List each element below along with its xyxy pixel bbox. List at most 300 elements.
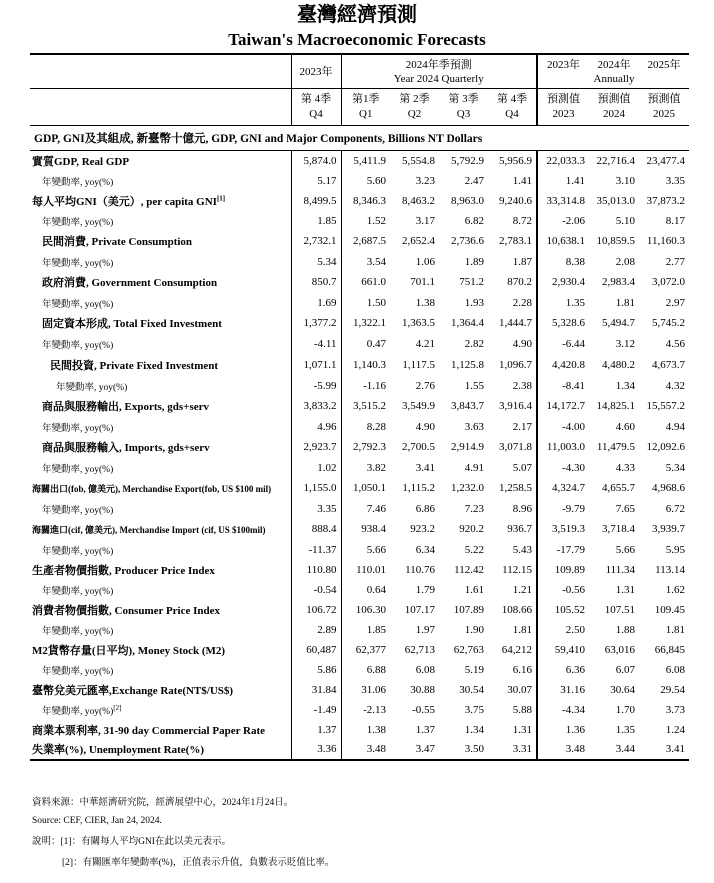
table-cell: 3,833.2 bbox=[291, 396, 341, 417]
period-header bbox=[390, 89, 439, 126]
row-label bbox=[30, 740, 291, 760]
row-label-text: 年變動率, yoy(%) bbox=[42, 299, 114, 310]
table-cell: 5.95 bbox=[665, 543, 685, 556]
table-cell: 6.34 bbox=[415, 543, 435, 556]
table-row bbox=[30, 640, 689, 660]
table-cell: 2.08 bbox=[615, 255, 635, 268]
section-title: GDP, GNI及其組成, 新臺幣十億元, GDP, GNI and Major Components, Billions NT Dollars bbox=[30, 126, 689, 151]
table-cell: 5.19 bbox=[464, 663, 484, 676]
table-cell: 1.81 bbox=[615, 296, 635, 309]
table-cell: 1,232.0 bbox=[451, 482, 484, 494]
table-cell: 30.07 bbox=[507, 683, 532, 696]
table-cell: 3,072.0 bbox=[652, 276, 685, 288]
table-cell: -8.41 bbox=[537, 376, 589, 396]
period-header bbox=[291, 89, 341, 126]
table-cell: 920.2 bbox=[459, 523, 484, 535]
table-cell: 1.31 bbox=[615, 583, 635, 596]
table-cell: 6.86 bbox=[415, 502, 435, 515]
table-cell: 111.34 bbox=[605, 563, 635, 576]
table-row bbox=[30, 437, 689, 458]
row-label-text: 年變動率, yoy(%) bbox=[42, 217, 114, 228]
table-cell: 5.88 bbox=[512, 703, 532, 716]
row-label-text: 年變動率, yoy(%) bbox=[42, 423, 114, 434]
source-en: Source: CEF, CIER, Jan 24, 2024. bbox=[32, 816, 162, 826]
table-cell: 4,324.7 bbox=[537, 478, 589, 499]
table-cell: 10,859.5 bbox=[596, 235, 635, 247]
table-cell: 106.72 bbox=[291, 600, 341, 620]
table-cell: 112.42 bbox=[454, 563, 484, 576]
table-cell: 107.17 bbox=[404, 603, 435, 616]
table-cell: 11,479.5 bbox=[596, 441, 635, 453]
row-label-text: 臺幣兌美元匯率,Exchange Rate(NT$/US$) bbox=[32, 684, 234, 697]
table-row bbox=[30, 293, 689, 313]
table-cell: 37,873.2 bbox=[646, 194, 685, 207]
table-cell: 106.30 bbox=[341, 600, 390, 620]
table-cell: 3.23 bbox=[415, 174, 435, 187]
header-annual-2023: 2023年 bbox=[537, 54, 589, 72]
table-row bbox=[30, 272, 689, 293]
row-label bbox=[30, 478, 291, 499]
table-cell: 110.80 bbox=[291, 560, 341, 580]
table-cell: 4.90 bbox=[415, 420, 435, 433]
row-label bbox=[30, 211, 291, 231]
period-header-en: 2024 bbox=[603, 108, 625, 120]
table-cell: 3.10 bbox=[615, 174, 635, 187]
header-row-3 bbox=[30, 89, 689, 126]
table-row bbox=[30, 252, 689, 272]
table-row bbox=[30, 151, 689, 171]
note-1: 說明：[1]：有關每人平均GNI在此以美元表示。 bbox=[32, 837, 231, 847]
table-cell: 1,117.5 bbox=[402, 358, 435, 371]
table-row bbox=[30, 540, 689, 560]
row-label-text: 每人平均GNI（美元）, per capita GNI bbox=[32, 195, 217, 208]
period-header bbox=[537, 89, 589, 126]
period-header-zh: 第1季 bbox=[352, 93, 380, 105]
table-cell: 113.14 bbox=[655, 563, 685, 576]
table-cell: 105.52 bbox=[537, 600, 589, 620]
table-cell: -5.99 bbox=[291, 376, 341, 396]
table-cell: 5.22 bbox=[464, 543, 484, 556]
row-label bbox=[30, 680, 291, 700]
table-cell: 2.17 bbox=[512, 420, 532, 433]
header-2023: 2023年 bbox=[291, 54, 341, 89]
table-cell: 5,328.6 bbox=[537, 313, 589, 334]
table-cell: -4.30 bbox=[537, 458, 589, 478]
row-label bbox=[30, 354, 291, 376]
table-cell: 1.06 bbox=[415, 255, 435, 268]
table-cell: 35,013.0 bbox=[596, 194, 635, 207]
row-label bbox=[30, 640, 291, 660]
table-cell: 938.4 bbox=[341, 519, 390, 540]
table-cell: 9,240.6 bbox=[499, 194, 532, 207]
table-cell: 10,638.1 bbox=[537, 231, 589, 252]
table-cell: 63,016 bbox=[604, 643, 635, 656]
table-cell: 30.88 bbox=[410, 683, 435, 696]
table-row bbox=[30, 680, 689, 700]
period-header-zh: 預測值 bbox=[597, 93, 631, 105]
row-label-text: 年變動率, yoy(%) bbox=[42, 340, 114, 351]
table-cell: 2,914.9 bbox=[451, 441, 484, 453]
table-cell: 59,410 bbox=[537, 640, 589, 660]
row-label bbox=[30, 540, 291, 560]
table-cell: 8.17 bbox=[665, 214, 685, 227]
table-cell: 3.41 bbox=[415, 461, 435, 474]
table-cell: 14,172.7 bbox=[537, 396, 589, 417]
header-row-1 bbox=[30, 54, 689, 72]
table-cell: 112.15 bbox=[502, 563, 532, 576]
table-cell: 6.16 bbox=[512, 663, 532, 676]
table-cell: 4.60 bbox=[615, 420, 635, 433]
period-header-en: 2023 bbox=[552, 108, 575, 120]
table-cell: 11,160.3 bbox=[646, 235, 685, 247]
row-label bbox=[30, 334, 291, 354]
table-cell: 5,792.9 bbox=[451, 154, 484, 167]
table-cell: 64,212 bbox=[501, 643, 532, 656]
table-cell: 109.45 bbox=[654, 603, 685, 616]
header-annual-2024: 2024年 bbox=[589, 54, 639, 72]
table-cell: -1.16 bbox=[341, 376, 390, 396]
table-cell: -11.37 bbox=[291, 540, 341, 560]
table-cell: 1.87 bbox=[512, 255, 532, 268]
table-cell: 4.91 bbox=[464, 461, 484, 474]
table-cell: 1.97 bbox=[415, 623, 435, 636]
table-cell: 3.36 bbox=[291, 740, 341, 760]
table-row bbox=[30, 580, 689, 600]
table-row bbox=[30, 700, 689, 720]
table-cell: 1,125.8 bbox=[451, 358, 484, 371]
row-label bbox=[30, 560, 291, 580]
table-cell: 936.7 bbox=[507, 523, 532, 535]
table-cell: 870.2 bbox=[507, 276, 532, 288]
table-cell: 4.33 bbox=[615, 461, 635, 474]
table-cell: 8,346.3 bbox=[341, 191, 390, 211]
table-cell: 5,554.8 bbox=[402, 154, 435, 167]
table-cell: 3.73 bbox=[665, 703, 685, 716]
table-cell: 110.76 bbox=[405, 563, 435, 576]
table-cell: 1.02 bbox=[291, 458, 341, 478]
table-cell: 2,783.1 bbox=[499, 235, 532, 247]
note-2: [2]：有關匯率年變動率(%)，正值表示升值，負數表示貶值比率。 bbox=[62, 858, 335, 868]
table-row bbox=[30, 740, 689, 760]
row-label-text: 年變動率, yoy(%) bbox=[42, 706, 114, 717]
table-cell: 5.34 bbox=[665, 461, 685, 474]
table-cell: 4.21 bbox=[415, 337, 435, 350]
table-row bbox=[30, 376, 689, 396]
table-cell: 3,843.7 bbox=[451, 400, 484, 412]
row-label bbox=[30, 151, 291, 171]
row-label-text: 年變動率, yoy(%) bbox=[42, 666, 114, 677]
table-row bbox=[30, 231, 689, 252]
row-label-text: 年變動率, yoy(%) bbox=[56, 382, 128, 393]
table-cell: 1,258.5 bbox=[499, 482, 532, 494]
table-cell: 1.24 bbox=[665, 723, 685, 736]
table-cell: -9.79 bbox=[537, 499, 589, 519]
table-cell: 30.54 bbox=[459, 683, 484, 696]
table-cell: 4,420.8 bbox=[537, 354, 589, 376]
row-label-text: 政府消費, Government Consumption bbox=[42, 277, 218, 289]
header-quarterly-zh: 2024年季預測 bbox=[341, 54, 537, 72]
table-cell: 5,956.9 bbox=[499, 154, 532, 167]
source-zh: 資料來源：中華經濟研究院，經濟展望中心，2024年1月24日。 bbox=[32, 798, 294, 808]
table-cell: 5,745.2 bbox=[652, 317, 685, 329]
period-header-zh: 預測值 bbox=[547, 93, 580, 105]
table-cell: 2.47 bbox=[464, 174, 484, 187]
table-cell: 31.06 bbox=[341, 680, 390, 700]
table-cell: 1,071.1 bbox=[291, 354, 341, 376]
period-header bbox=[439, 89, 488, 126]
table-cell: -4.11 bbox=[291, 334, 341, 354]
row-label-text: 商品與服務輸出, Exports, gds+serv bbox=[42, 401, 209, 413]
table-cell: 3,939.7 bbox=[652, 523, 685, 535]
table-cell: 31.84 bbox=[291, 680, 341, 700]
row-label-text: 民間投資, Private Fixed Investment bbox=[50, 359, 219, 372]
period-header-en: Q2 bbox=[407, 108, 422, 120]
table-cell: 1.35 bbox=[537, 293, 589, 313]
table-cell: 3,071.8 bbox=[499, 441, 532, 453]
table-cell: 8.96 bbox=[512, 502, 532, 515]
table-cell: 661.0 bbox=[341, 272, 390, 293]
table-cell: 3.54 bbox=[341, 252, 390, 272]
table-row bbox=[30, 560, 689, 580]
footnote-ref: [2] bbox=[113, 703, 122, 712]
table-cell: 1.69 bbox=[291, 293, 341, 313]
table-cell: 8,499.5 bbox=[291, 191, 341, 211]
table-row bbox=[30, 191, 689, 211]
row-label-text: 海關進口(cif, 億美元), Merchandise Import (cif, US $100mil) bbox=[32, 524, 266, 535]
row-label-text: 年變動率, yoy(%) bbox=[42, 464, 114, 475]
table-cell: 4,968.6 bbox=[652, 482, 685, 494]
table-cell: 11,003.0 bbox=[537, 437, 589, 458]
row-label bbox=[30, 499, 291, 519]
table-cell: 33,314.8 bbox=[537, 191, 589, 211]
row-label bbox=[30, 660, 291, 680]
table-cell: 1,050.1 bbox=[341, 478, 390, 499]
table-cell: 110.01 bbox=[341, 560, 390, 580]
table-cell: 1,322.1 bbox=[341, 313, 390, 334]
table-cell: 3.12 bbox=[615, 337, 635, 350]
period-header bbox=[639, 89, 689, 126]
period-header bbox=[589, 89, 639, 126]
header-annual-label: Annually bbox=[593, 73, 635, 85]
row-label bbox=[30, 272, 291, 293]
table-cell: 62,713 bbox=[404, 643, 435, 656]
table-cell: 12,092.6 bbox=[646, 441, 685, 453]
table-cell: 6.82 bbox=[464, 214, 484, 227]
row-label-text: 海關出口(fob, 億美元), Merchandise Export(fob, US $100 mil) bbox=[32, 483, 272, 494]
table-row bbox=[30, 417, 689, 437]
row-label-text: 商品與服務輸入, Imports, gds+serv bbox=[42, 442, 210, 454]
table-cell: 1.50 bbox=[341, 293, 390, 313]
row-label bbox=[30, 231, 291, 252]
table-cell: 1.34 bbox=[615, 379, 635, 392]
table-cell: 31.16 bbox=[537, 680, 589, 700]
row-label-text: 年變動率, yoy(%) bbox=[42, 546, 114, 557]
table-cell: 14,825.1 bbox=[596, 400, 635, 412]
row-label bbox=[30, 171, 291, 191]
table-cell: 2.89 bbox=[291, 620, 341, 640]
table-cell: 107.89 bbox=[453, 603, 484, 616]
row-label bbox=[30, 417, 291, 437]
table-row bbox=[30, 211, 689, 231]
table-cell: 1.21 bbox=[512, 583, 532, 596]
table-cell: 1.34 bbox=[464, 723, 484, 736]
row-label bbox=[30, 720, 291, 740]
table-cell: 6.08 bbox=[415, 663, 435, 676]
row-label-text: 失業率(%), Unemployment Rate(%) bbox=[32, 744, 204, 756]
row-label-text: 年變動率, yoy(%) bbox=[42, 258, 114, 269]
table-cell: 1.55 bbox=[464, 379, 484, 392]
period-header-en: 2025 bbox=[653, 108, 675, 120]
table-cell: -6.44 bbox=[537, 334, 589, 354]
table-cell: 1.52 bbox=[341, 211, 390, 231]
table-cell: 5,411.9 bbox=[341, 151, 390, 171]
table-cell: 1.38 bbox=[415, 296, 435, 309]
table-row bbox=[30, 600, 689, 620]
table-cell: -2.06 bbox=[537, 211, 589, 231]
table-cell: 1,377.2 bbox=[291, 313, 341, 334]
table-row bbox=[30, 313, 689, 334]
row-label-text: 年變動率, yoy(%) bbox=[42, 586, 114, 597]
table-cell: 1.35 bbox=[615, 723, 635, 736]
table-cell: 108.66 bbox=[501, 603, 532, 616]
table-cell: -4.34 bbox=[537, 700, 589, 720]
table-cell: 1.90 bbox=[464, 623, 484, 636]
table-cell: 3.48 bbox=[537, 740, 589, 760]
table-cell: -0.56 bbox=[537, 580, 589, 600]
table-cell: 3.47 bbox=[390, 740, 439, 760]
table-cell: 4.90 bbox=[512, 337, 532, 350]
table-cell: 3.41 bbox=[639, 740, 689, 760]
table-cell: 5.43 bbox=[512, 543, 532, 556]
table-cell: 5.07 bbox=[512, 461, 532, 474]
table-cell: 1,140.3 bbox=[341, 354, 390, 376]
table-cell: 2,930.4 bbox=[537, 272, 589, 293]
table-cell: 1.36 bbox=[537, 720, 589, 740]
table-cell: 3.35 bbox=[665, 174, 685, 187]
table-row bbox=[30, 660, 689, 680]
table-cell: 6.88 bbox=[341, 660, 390, 680]
table-cell: 2.50 bbox=[537, 620, 589, 640]
table-cell: 1.38 bbox=[341, 720, 390, 740]
table-cell: 1.81 bbox=[665, 623, 685, 636]
table-cell: 22,033.3 bbox=[537, 151, 589, 171]
table-cell: 2.76 bbox=[415, 379, 435, 392]
table-cell: 1,364.4 bbox=[451, 317, 484, 329]
row-label-text: 消費者物價指數, Consumer Price Index bbox=[32, 604, 221, 617]
table-cell: 2.28 bbox=[512, 296, 532, 309]
table-cell: 8,463.2 bbox=[402, 194, 435, 207]
table-cell: 23,477.4 bbox=[646, 154, 685, 167]
table-cell: 1,444.7 bbox=[499, 317, 532, 329]
row-label-text: 生產者物價指數, Producer Price Index bbox=[32, 564, 215, 577]
table-cell: 2,732.1 bbox=[291, 231, 341, 252]
table-cell: 1.61 bbox=[464, 583, 484, 596]
header-quarterly-en: Year 2024 Quarterly bbox=[341, 72, 537, 89]
table-cell: 1.31 bbox=[512, 723, 532, 736]
table-cell: 7.65 bbox=[615, 502, 635, 515]
table-cell: 2,923.7 bbox=[291, 437, 341, 458]
row-label bbox=[30, 437, 291, 458]
row-label-text: 年變動率, yoy(%) bbox=[42, 177, 114, 188]
table-cell: 1.79 bbox=[415, 583, 435, 596]
row-label bbox=[30, 580, 291, 600]
table-cell: 1.41 bbox=[537, 171, 589, 191]
row-label bbox=[30, 600, 291, 620]
table-cell: 3,718.4 bbox=[602, 523, 635, 535]
table-cell: 3.63 bbox=[464, 420, 484, 433]
table-cell: -4.00 bbox=[537, 417, 589, 437]
row-label-text: 年變動率, yoy(%) bbox=[42, 505, 114, 516]
table-cell: 2,687.5 bbox=[341, 231, 390, 252]
row-label bbox=[30, 293, 291, 313]
period-header-zh: 第 2季 bbox=[399, 93, 430, 105]
table-cell: 4,673.7 bbox=[652, 358, 685, 371]
table-cell: 5.34 bbox=[291, 252, 341, 272]
period-header-en: Q3 bbox=[456, 108, 471, 120]
table-row bbox=[30, 499, 689, 519]
table-cell: 5.86 bbox=[291, 660, 341, 680]
table-cell: 2.38 bbox=[512, 379, 532, 392]
row-label-text: M2貨幣存量(日平均), Money Stock (M2) bbox=[32, 644, 226, 657]
table-cell: 3.50 bbox=[439, 740, 488, 760]
table-cell: 2.77 bbox=[665, 255, 685, 268]
row-label-text: 固定資本形成, Total Fixed Investment bbox=[42, 318, 222, 330]
table-cell: 2.97 bbox=[665, 296, 685, 309]
row-label bbox=[30, 620, 291, 640]
table-cell: 3,916.4 bbox=[499, 400, 532, 412]
table-cell: 30.64 bbox=[610, 683, 635, 696]
table-cell: 1.37 bbox=[415, 723, 435, 736]
table-cell: -0.54 bbox=[291, 580, 341, 600]
table-cell: 1,155.0 bbox=[291, 478, 341, 499]
table-cell: 1.89 bbox=[464, 255, 484, 268]
period-header-en: Q4 bbox=[505, 108, 519, 120]
table-cell: 7.23 bbox=[464, 502, 484, 515]
table-cell: 0.64 bbox=[341, 580, 390, 600]
table-cell: 3,549.9 bbox=[402, 400, 435, 412]
table-cell: 2,983.4 bbox=[602, 276, 635, 288]
title-en: Taiwan's Macroeconomic Forecasts bbox=[228, 30, 486, 49]
row-label-text: 實質GDP, Real GDP bbox=[32, 155, 130, 168]
table-row bbox=[30, 720, 689, 740]
table-cell: 1.81 bbox=[512, 623, 532, 636]
table-cell: 701.1 bbox=[410, 276, 435, 288]
table-cell: 29.54 bbox=[660, 683, 685, 696]
table-cell: 1.85 bbox=[291, 211, 341, 231]
period-header-zh: 預測值 bbox=[647, 93, 681, 105]
table-cell: 751.2 bbox=[459, 276, 484, 288]
table-cell: 4.94 bbox=[665, 420, 685, 433]
table-cell: 888.4 bbox=[291, 519, 341, 540]
table-cell: 5.66 bbox=[615, 543, 635, 556]
table-row bbox=[30, 620, 689, 640]
table-cell: 4,655.7 bbox=[602, 482, 635, 494]
period-header-en: Q4 bbox=[309, 108, 323, 120]
footnote-ref: [1] bbox=[216, 193, 226, 202]
table-cell: 2,792.3 bbox=[341, 437, 390, 458]
table-row bbox=[30, 478, 689, 499]
table-row bbox=[30, 334, 689, 354]
table-cell: 2,652.4 bbox=[402, 235, 435, 247]
table-cell: 60,487 bbox=[291, 640, 341, 660]
table-cell: 4,480.2 bbox=[602, 358, 635, 371]
table-row bbox=[30, 354, 689, 376]
period-header-zh: 第 4季 bbox=[300, 93, 332, 105]
section-row bbox=[30, 126, 689, 151]
table-cell: 1,363.5 bbox=[402, 317, 435, 329]
table-cell: 3.44 bbox=[589, 740, 639, 760]
table-cell: 22,716.4 bbox=[596, 154, 635, 167]
